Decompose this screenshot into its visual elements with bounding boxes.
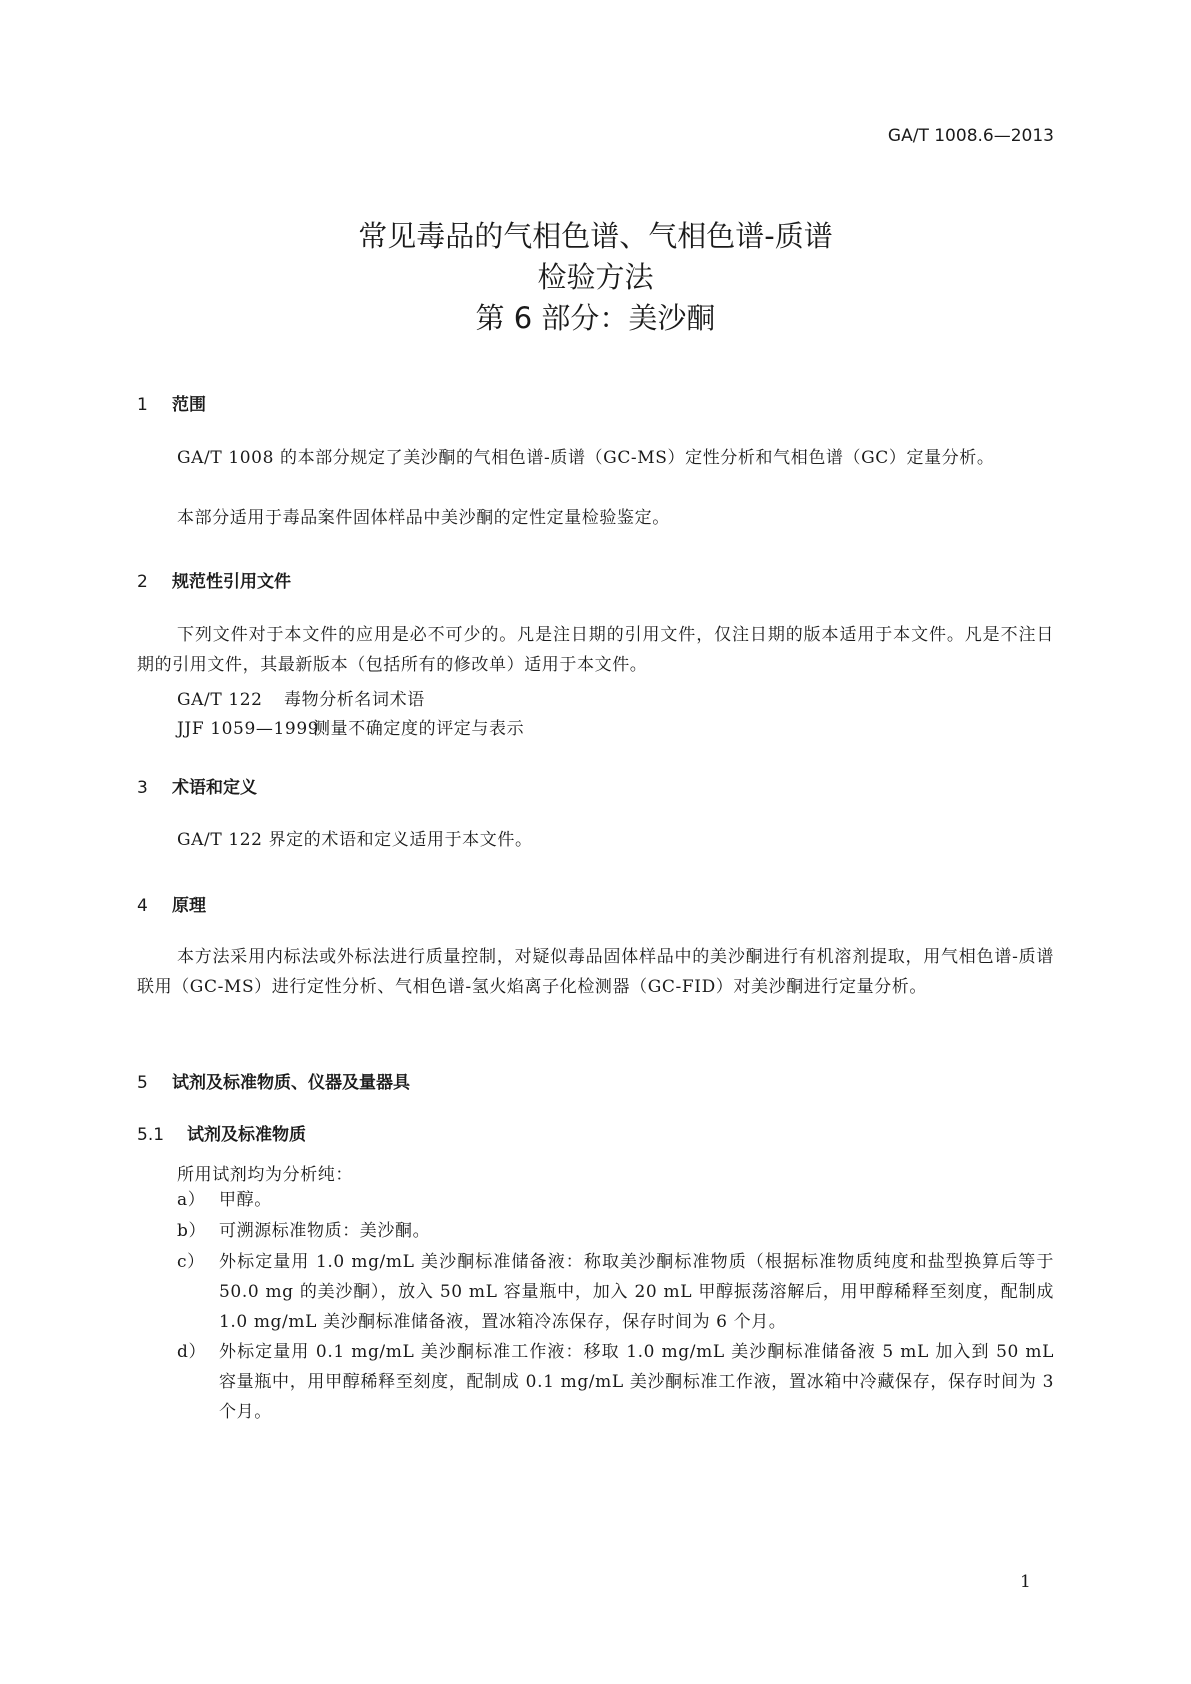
document-title-line2: 检验方法 — [537, 260, 654, 294]
section-1-paragraph-2: 本部分适用于毒品案件固体样品中美沙酮的定性定量检验鉴定。 — [177, 508, 670, 528]
section-number: 2 — [137, 572, 148, 592]
section-number: 5.1 — [137, 1125, 165, 1145]
list-item-text: 外标定量用 1.0 mg/mL 美沙酮标准储备液：称取美沙酮标准物质（根据标准物质纯度和盐型换算后等于 50.0 mg 的美沙酮），放入 50 mL 容量瓶中，加入 20 mL 甲醇振荡溶解后，用甲醇稀释至刻度，配制成 1.0 mg/mL 美沙酮标准储备液，置冰箱冷冻保存，保存时间为 6 个月。 — [219, 1252, 1054, 1332]
section-number: 3 — [137, 778, 148, 798]
list-item-text: 甲醇。 — [219, 1190, 272, 1210]
section-title: 原理 — [172, 896, 206, 916]
section-4-paragraph-1: 本方法采用内标法或外标法进行质量控制，对疑似毒品固体样品中的美沙酮进行有机溶剂提取，用气相色谱-质谱联用（GC-MS）进行定性分析、气相色谱-氢火焰离子化检测器（GC-FID）对美沙酮进行定量分析。 — [137, 947, 1054, 997]
section-4-heading — [137, 891, 206, 916]
list-item — [177, 1337, 1054, 1427]
section-3-paragraph-1: GA/T 122 界定的术语和定义适用于本文件。 — [177, 830, 533, 850]
list-item — [177, 1216, 1054, 1246]
section-number: 1 — [137, 395, 148, 415]
section-number: 5 — [137, 1073, 148, 1093]
section-title: 术语和定义 — [172, 778, 257, 798]
document-title-line1: 常见毒品的气相色谱、气相色谱-质谱 — [358, 219, 833, 253]
section-2-paragraph-1: 下列文件对于本文件的应用是必不可少的。凡是注日期的引用文件，仅注日期的版本适用于本文件。凡是不注日期的引用文件，其最新版本（包括所有的修改单）适用于本文件。 — [137, 625, 1054, 675]
reference-title: 毒物分析名词术语 — [284, 690, 425, 710]
list-item-text: 外标定量用 0.1 mg/mL 美沙酮标准工作液：移取 1.0 mg/mL 美沙酮标准储备液 5 mL 加入到 50 mL 容量瓶中，用甲醇稀释至刻度，配制成 0.1 mg/mL 美沙酮标准工作液，置冰箱中冷藏保存，保存时间为 3 个月。 — [219, 1342, 1054, 1422]
list-item-label: b） — [177, 1221, 207, 1241]
standard-number: GA/T 1008.6—2013 — [887, 126, 1054, 146]
normative-reference-1 — [177, 685, 425, 710]
list-item-label: a） — [177, 1190, 206, 1210]
reference-code: GA/T 122 — [177, 690, 263, 710]
section-3-heading — [137, 773, 257, 798]
section-1-heading — [137, 390, 206, 415]
reagent-intro: 所用试剂均为分析纯： — [177, 1165, 353, 1185]
normative-reference-2 — [177, 714, 524, 739]
section-title: 试剂及标准物质 — [187, 1125, 306, 1145]
section-title: 范围 — [172, 395, 206, 415]
section-1-paragraph-1: GA/T 1008 的本部分规定了美沙酮的气相色谱-质谱（GC-MS）定性分析和气相色谱（GC）定量分析。 — [177, 448, 995, 468]
section-2-heading — [137, 567, 291, 592]
list-item-text: 可溯源标准物质：美沙酮。 — [219, 1221, 431, 1241]
list-item-label: c） — [177, 1252, 205, 1272]
document-title-line3: 第 6 部分：美沙酮 — [475, 301, 716, 335]
section-title: 试剂及标准物质、仪器及量器具 — [172, 1073, 410, 1093]
page-number: 1 — [1020, 1572, 1031, 1592]
list-item-label: d） — [177, 1342, 207, 1362]
section-title: 规范性引用文件 — [172, 572, 291, 592]
section-number: 4 — [137, 896, 148, 916]
section-5-1-heading — [137, 1120, 306, 1145]
reference-title: 测量不确定度的评定与表示 — [313, 719, 525, 739]
reference-code: JJF 1059—1999 — [177, 719, 320, 739]
list-item — [177, 1247, 1054, 1337]
list-item — [177, 1185, 1054, 1215]
section-5-heading — [137, 1068, 410, 1093]
